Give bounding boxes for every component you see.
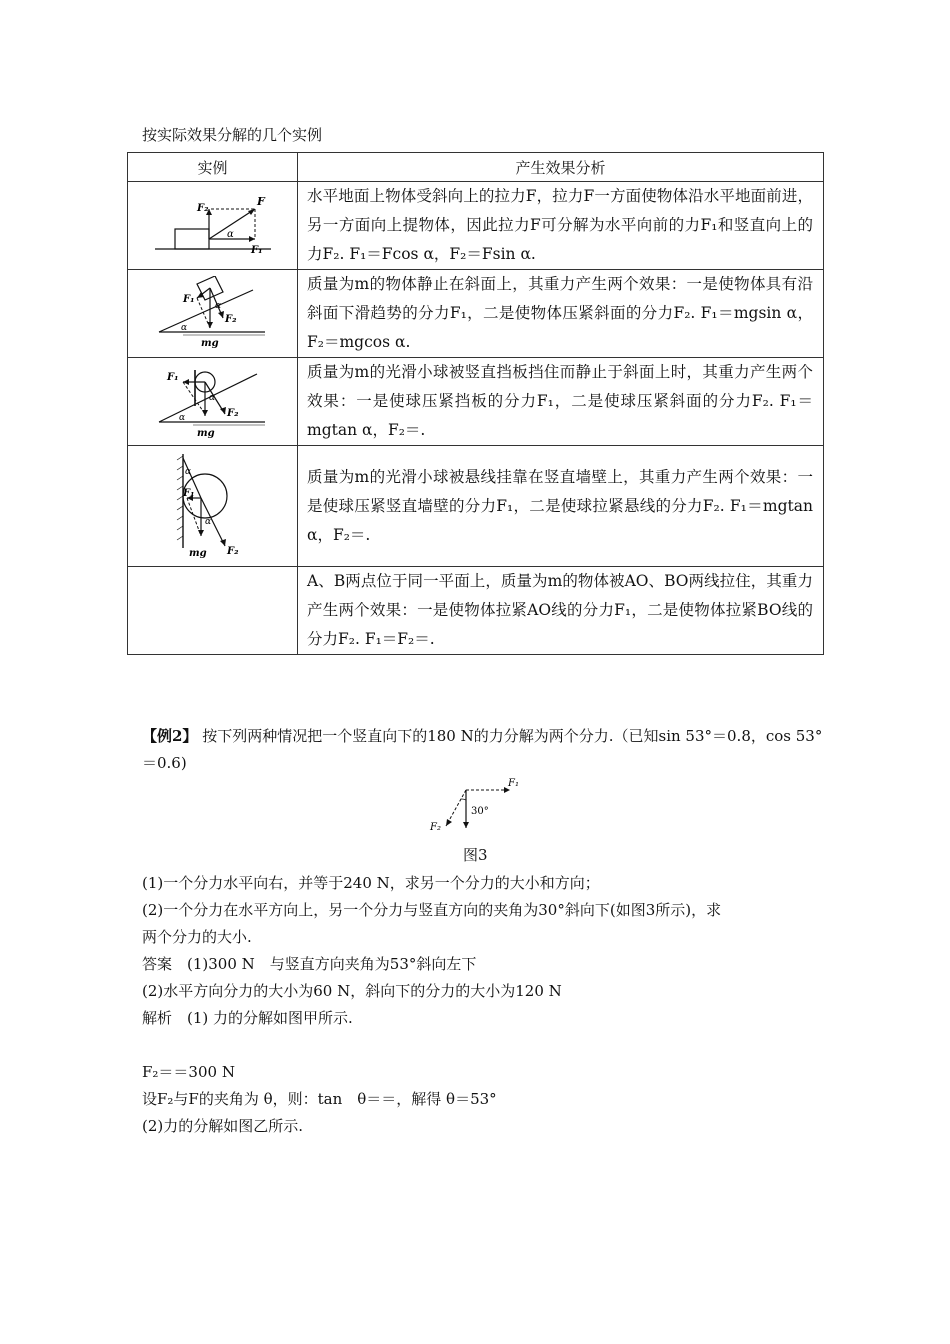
incline-diagram bbox=[153, 276, 273, 352]
figure-3-caption: 图3 bbox=[463, 846, 488, 864]
label-alpha: α bbox=[208, 392, 215, 403]
question-1: (1)一个分力水平向右，并等于240 N，求另一个分力的大小和方向； bbox=[142, 874, 600, 892]
label-F1: F₁ bbox=[508, 778, 519, 789]
analysis-cell: 质量为m的光滑小球被悬线挂靠在竖直墙壁上，其重力产生两个效果：一是使球压紧竖直墙壁的分力F₁，二是使球拉紧悬线的分力F₂. F₁＝mgtan α，F₂＝. bbox=[298, 446, 824, 567]
answer-2: (2)水平方向分力的大小为60 N，斜向下的分力的大小为120 N bbox=[142, 982, 562, 1000]
figure-cell bbox=[128, 446, 298, 567]
label-alpha: α bbox=[204, 517, 211, 527]
figure-cell bbox=[128, 270, 298, 358]
table-row bbox=[128, 446, 824, 567]
label-30deg: 30° bbox=[471, 806, 489, 817]
example-tag: 【例2】 bbox=[142, 727, 198, 745]
figure-cell bbox=[128, 358, 298, 446]
table-header-row bbox=[128, 153, 824, 182]
question-2-line-2: 两个分力的大小. bbox=[142, 928, 252, 946]
label-F2: F₂ bbox=[224, 313, 236, 325]
ball-wall-diagram bbox=[163, 452, 263, 560]
question-2-line-1: (2)一个分力在水平方向上，另一个分力与竖直方向的夹角为30°斜向下(如图3所示)，求 bbox=[142, 901, 722, 919]
label-alpha: α bbox=[184, 467, 191, 477]
label-alpha: α bbox=[214, 300, 221, 311]
pull-on-ground-diagram bbox=[153, 191, 273, 261]
label-F1: F₁ bbox=[182, 488, 194, 499]
figure-cell bbox=[128, 182, 298, 270]
label-alpha: α bbox=[226, 228, 234, 240]
analysis-cell: A、B两点位于同一平面上，质量为m的物体被AO、BO两线拉住，其重力产生两个效果：一是使物体拉紧AO线的分力F₁，二是使物体拉紧BO线的分力F₂. F₁＝F₂＝. bbox=[298, 567, 824, 655]
answer-1: 答案 (1)300 N 与竖直方向夹角为53°斜向左下 bbox=[142, 955, 477, 973]
analysis-cell: 质量为m的物体静止在斜面上，其重力产生两个效果：一是使物体具有沿斜面下滑趋势的分力F₁，二是使物体压紧斜面的分力F₂. F₁＝mgsin α，F₂＝mgcos α. bbox=[298, 270, 824, 358]
figure-cell-empty bbox=[128, 567, 298, 655]
label-F2: F₂ bbox=[226, 407, 238, 419]
label-mg: mg bbox=[188, 548, 207, 559]
label-mg: mg bbox=[196, 427, 215, 439]
label-alpha: α bbox=[180, 322, 187, 333]
calculation-1: F₂＝＝300 N bbox=[142, 1063, 235, 1081]
label-F2: F₂ bbox=[226, 546, 238, 557]
table-row bbox=[128, 358, 824, 446]
label-F1: F₁ bbox=[250, 244, 262, 256]
analysis-2: (2)力的分解如图乙所示. bbox=[142, 1117, 304, 1135]
analysis-1: 解析 (1) 力的分解如图甲所示. bbox=[142, 1009, 353, 1027]
analysis-cell: 水平地面上物体受斜向上的拉力F，拉力F一方面使物体沿水平地面前进，另一方面向上提物体，因此拉力F可分解为水平向前的力F₁和竖直向上的力F₂. F₁＝Fcos α，F₂＝Fsin α. bbox=[298, 182, 824, 270]
ball-board-diagram bbox=[153, 364, 273, 440]
label-F1: F₁ bbox=[166, 371, 178, 383]
table-caption: 按实际效果分解的几个实例 bbox=[142, 126, 323, 144]
examples-table bbox=[127, 152, 824, 655]
label-alpha: α bbox=[178, 412, 185, 423]
label-F1: F₁ bbox=[182, 293, 194, 305]
table-row bbox=[128, 182, 824, 270]
example-2-statement bbox=[142, 723, 824, 777]
figure-3-diagram bbox=[420, 770, 530, 840]
label-mg: mg bbox=[200, 337, 219, 349]
table-row bbox=[128, 270, 824, 358]
header-example: 实例 bbox=[128, 153, 298, 182]
analysis-cell: 质量为m的光滑小球被竖直挡板挡住而静止于斜面上时，其重力产生两个效果：一是使球压紧挡板的分力F₁，二是使球压紧斜面的分力F₂. F₁＝mgtan α，F₂＝. bbox=[298, 358, 824, 446]
label-F2: F₂ bbox=[430, 822, 441, 833]
example-text: 按下列两种情况把一个竖直向下的180 N的力分解为两个分力.（已知sin 53°＝0.8，cos 53°＝0.6) bbox=[142, 727, 823, 772]
header-analysis: 产生效果分析 bbox=[298, 153, 824, 182]
label-F2: F₂ bbox=[196, 202, 208, 214]
calculation-2: 设F₂与F的夹角为 θ，则：tan θ＝＝，解得 θ＝53° bbox=[142, 1090, 497, 1108]
label-F: F bbox=[256, 194, 265, 208]
table-row bbox=[128, 567, 824, 655]
